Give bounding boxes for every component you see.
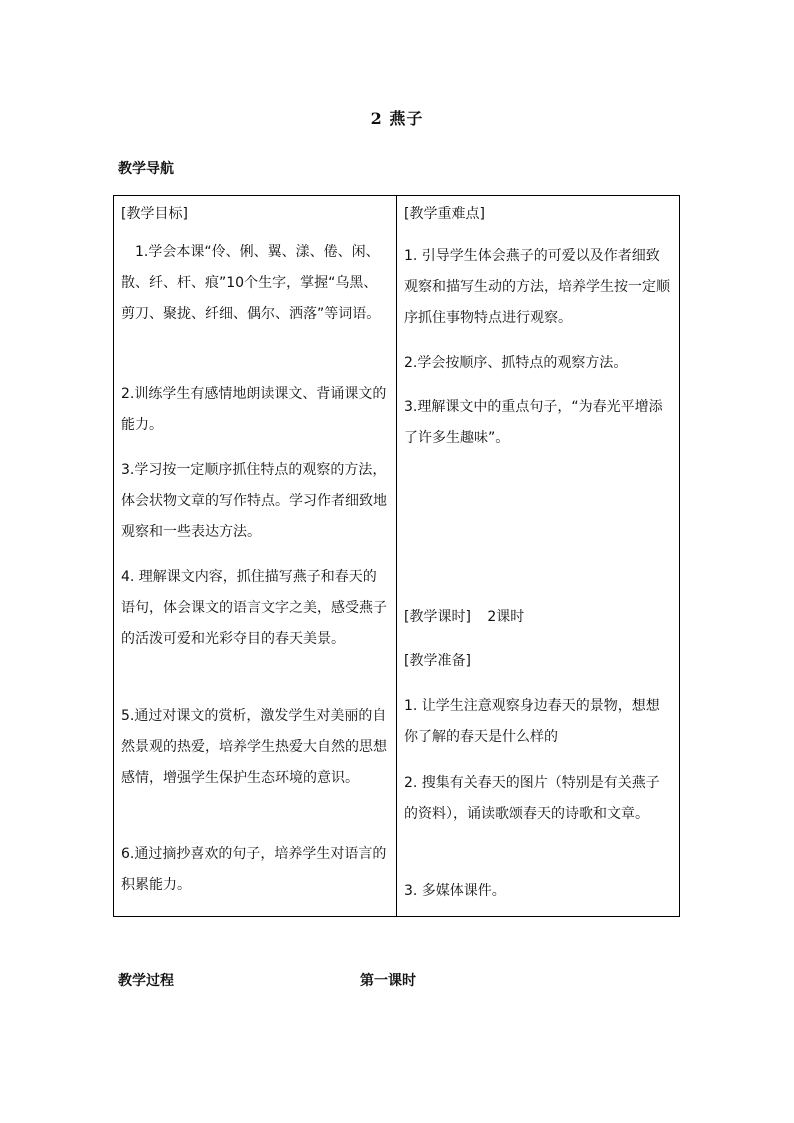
preparation-header: [教学准备] xyxy=(404,653,471,669)
class-hours-header: [教学课时] xyxy=(404,609,471,625)
section-teaching-nav: 教学导航 xyxy=(118,161,174,177)
teaching-nav-table xyxy=(113,195,680,917)
objectives-column xyxy=(114,196,397,916)
objectives-header: [教学目标] xyxy=(121,206,188,222)
class-hours-line xyxy=(404,602,524,633)
key-point-item: 2.学会按顺序、抓特点的观察方法。 xyxy=(404,355,628,371)
preparation-item: 1. 让学生注意观察身边春天的景物，想想你了解的春天是什么样的 xyxy=(404,698,660,745)
objective-item: 5.通过对课文的赏析，激发学生对美丽的自然景观的热爱，培养学生热爱大自然的思想感情，增强学生保护生态环境的意识。 xyxy=(121,708,387,786)
class-hours-value: 2课时 xyxy=(487,609,525,625)
preparation-item: 2. 搜集有关春天的图片（特别是有关燕子的资料），诵读歌颂春天的诗歌和文章。 xyxy=(404,775,660,822)
preparation-item: 3. 多媒体课件。 xyxy=(404,883,506,899)
document-title: 2 燕子 xyxy=(370,109,424,128)
key-point-item: 1. 引导学生体会燕子的可爱以及作者细致观察和描写生动的方法，培养学生按一定顺序抓住事物特点进行观察。 xyxy=(404,248,670,326)
objective-item: 3.学习按一定顺序抓住特点的观察的方法，体会状物文章的写作特点。学习作者细致地观察和一些表达方法。 xyxy=(121,462,387,540)
key-point-item: 3.理解课文中的重点句子，“为春光平增添了许多生趣味”。 xyxy=(404,399,663,446)
objective-item: 2.训练学生有感情地朗读课文、背诵课文的能力。 xyxy=(121,386,387,433)
first-lesson-heading: 第一课时 xyxy=(360,973,416,989)
key-points-header: [教学重难点] xyxy=(404,206,485,222)
objective-item: 4. 理解课文内容，抓住描写燕子和春天的语句，体会课文的语言文字之美，感受燕子的活泼可爱和光彩夺目的春天美景。 xyxy=(121,569,387,647)
objective-item: 1.学会本课“伶、俐、翼、漾、倦、闲、散、纤、杆、痕”10个生字，掌握“乌黑、剪刀、聚拢、纤细、偶尔、洒落”等词语。 xyxy=(121,244,381,322)
key-points-column xyxy=(397,196,679,916)
objective-item: 6.通过摘抄喜欢的句子，培养学生对语言的积累能力。 xyxy=(121,846,387,893)
section-teaching-process: 教学过程 xyxy=(118,973,174,989)
